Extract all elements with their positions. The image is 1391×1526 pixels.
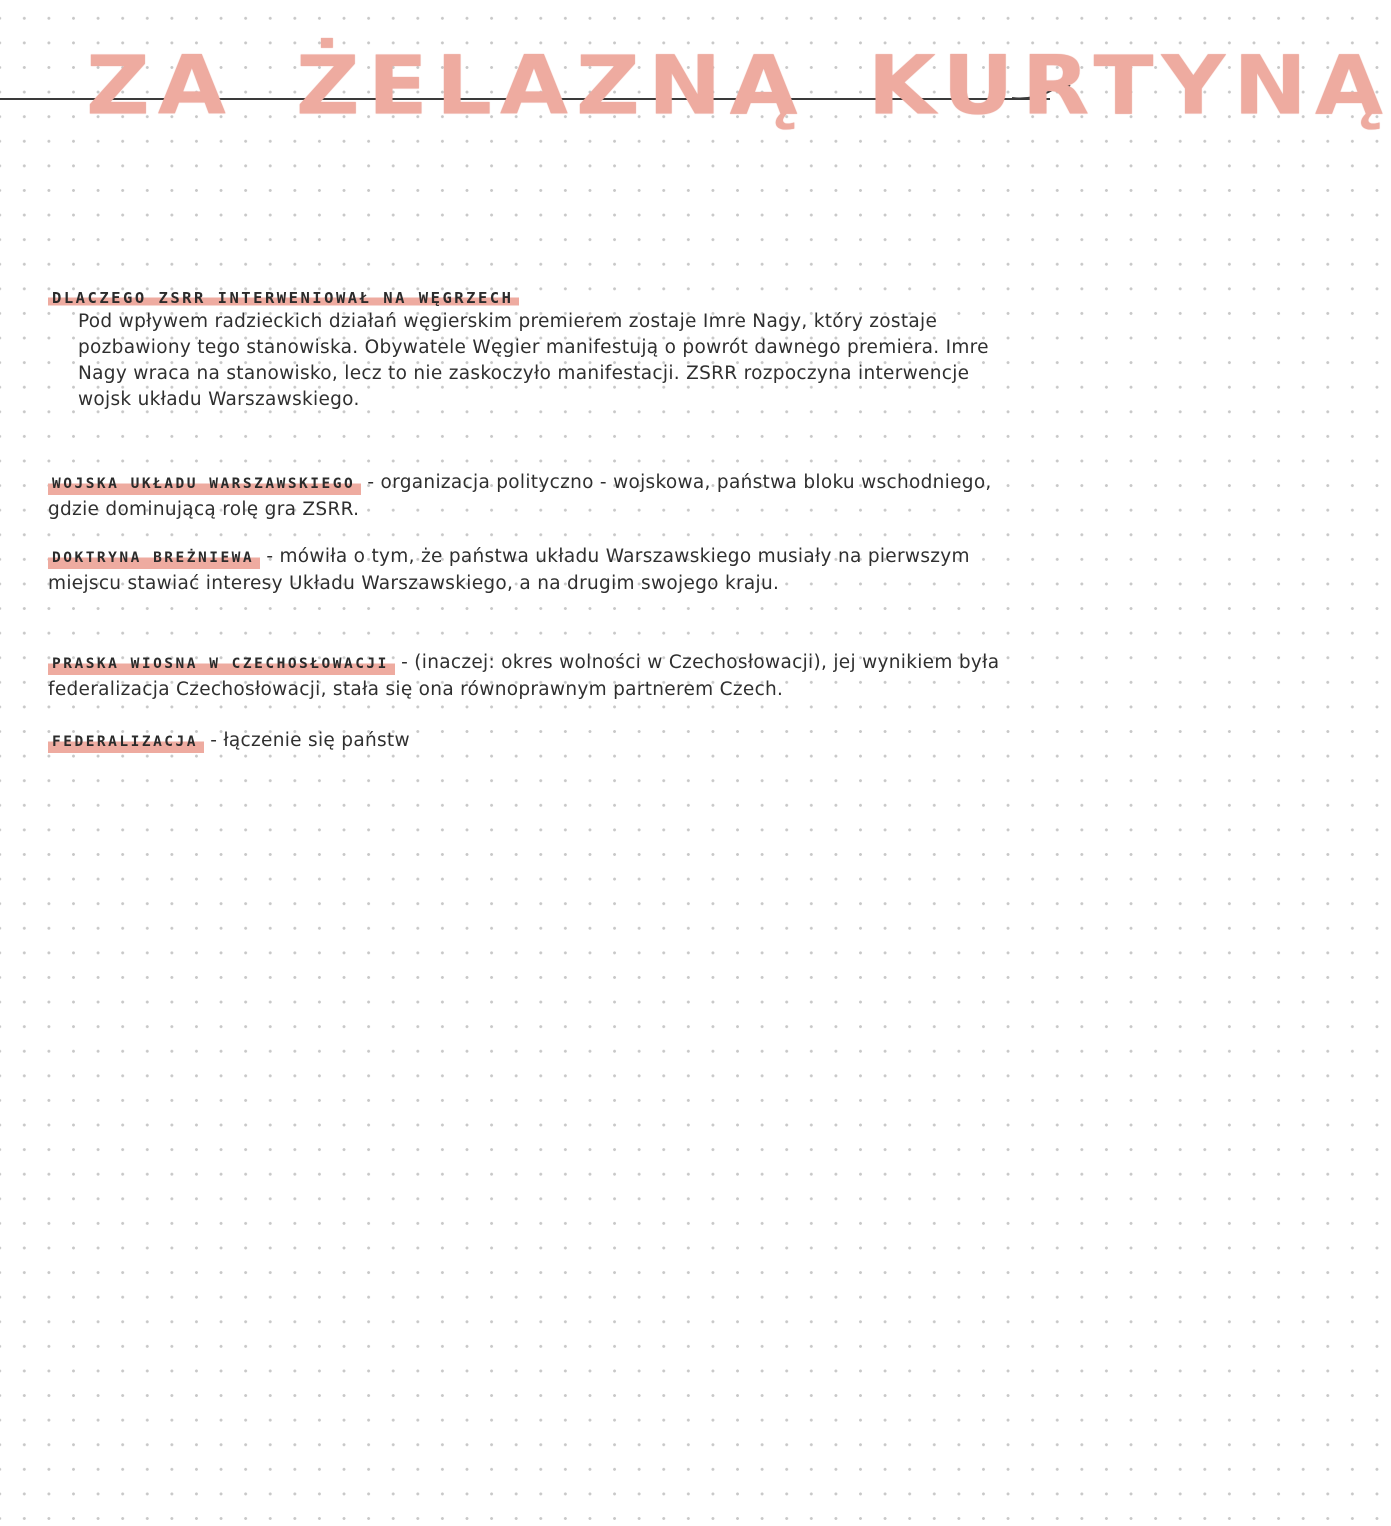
definition-text: - organizacja polityczno - wojskowa, państwa bloku wschodniego, gdzie dominującą rolę gra ZSRR. xyxy=(48,472,992,520)
section-why-ussr-intervened xyxy=(48,288,1018,413)
definition-federalization xyxy=(48,728,1018,755)
section-body: Pod wpływem radzieckich działań węgierskim premierem zostaje Imre Nagy, który zostaje pozbawiony tego stanowiska. Obywatele Węgier manifestują o powrót dawnego premiera. Imre Nagy wraca na stanowisko, lecz to nie zaskoczyło manifestacji. ZSRR rozpoczyna interwencje wojsk układu Warszawskiego. xyxy=(78,311,989,410)
title-word-2: ŻELAZNĄ xyxy=(295,37,806,133)
title-word-1: ZA xyxy=(86,37,234,133)
page-title xyxy=(86,30,1391,140)
definition-text: - (inaczej: okres wolności w Czechosłowacji), jej wynikiem była federalizacja Czechosłowacji, stała się ona równoprawnym partnerem Czech. xyxy=(48,652,1000,700)
definition-warsaw-pact-armies xyxy=(48,470,1018,523)
definition-brezhnev-doctrine xyxy=(48,544,1018,597)
definition-text: - mówiła o tym, że państwa układu Warszawskiego musiały na pierwszym miejscu stawiać interesy Układu Warszawskiego, a na drugim swojego kraju. xyxy=(48,546,970,594)
definition-term: PRASKA WIOSNA W CZECHOSŁOWACJI xyxy=(48,651,395,677)
definition-term: FEDERALIZACJA xyxy=(48,729,204,755)
section-heading: DLACZEGO ZSRR INTERWENIOWAŁ NA WĘGRZECH xyxy=(48,289,519,307)
title-word-3: KURTYNĄ xyxy=(867,37,1391,133)
definition-prague-spring xyxy=(48,650,1018,703)
definition-term: DOKTRYNA BREŻNIEWA xyxy=(48,545,260,571)
definition-term: WOJSKA UKŁADU WARSZAWSKIEGO xyxy=(48,471,361,497)
definition-text: - łączenie się państw xyxy=(210,730,410,751)
